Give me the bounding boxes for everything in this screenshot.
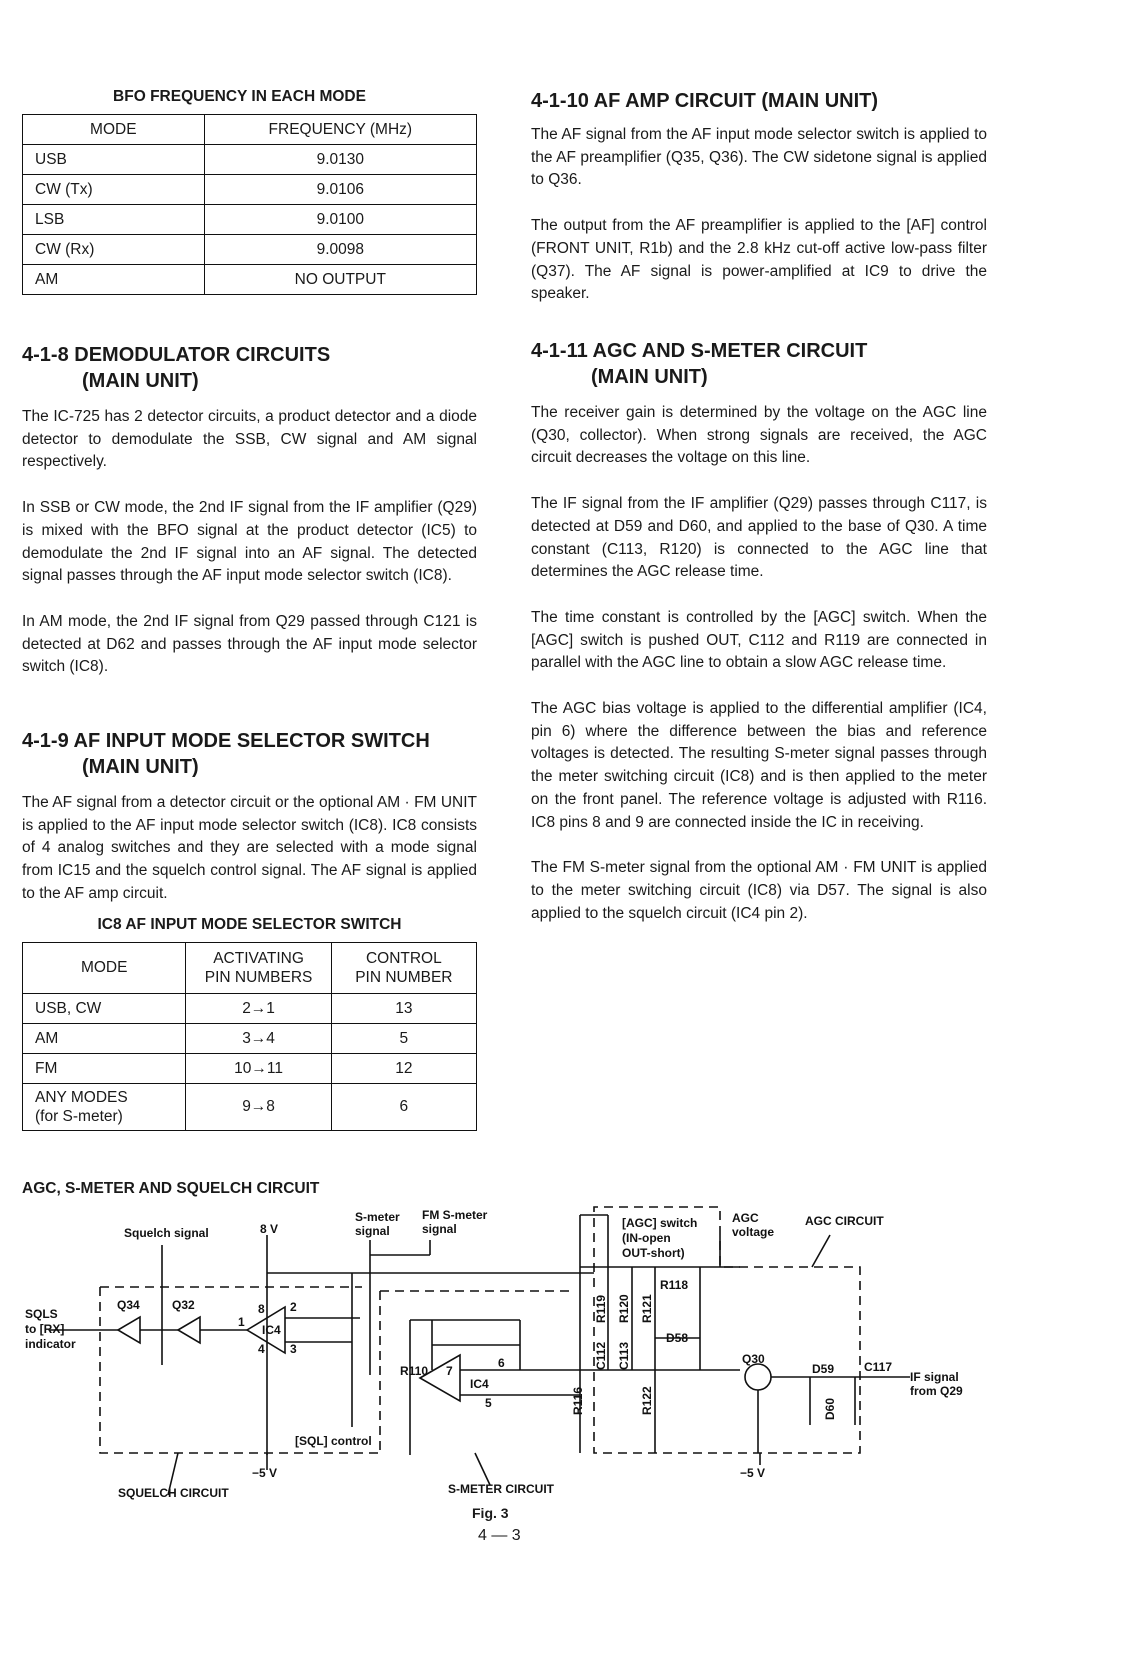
label-c117: C117 [864, 1360, 893, 1374]
cell: 2→1 [186, 993, 331, 1023]
cell: 6 [331, 1083, 476, 1130]
table-row [23, 993, 477, 1023]
label-if-signal: from Q29 [910, 1384, 963, 1398]
bfo-header-mode: MODE [23, 115, 205, 145]
figure-title: AGC, S-METER AND SQUELCH CIRCUIT [22, 1180, 320, 1197]
label-sqls: indicator [25, 1337, 76, 1351]
label-d60: D60 [823, 1397, 837, 1420]
cell: USB, CW [23, 993, 186, 1023]
pin-label: 5 [485, 1396, 492, 1410]
table-row [23, 1053, 477, 1083]
paragraph: The output from the AF preamplifier is applied to the [AF] control (FRONT UNIT, R1b) and the 2.8 kHz cut-off active low-pass filter (Q37). The AF signal is power-amplified at IC9 to drive the speaker. [531, 217, 987, 303]
label-squelch-circuit: SQUELCH CIRCUIT [118, 1486, 229, 1500]
section-4-1-10 [531, 88, 987, 306]
section-heading: 4-1-10 AF AMP CIRCUIT (MAIN UNIT) [531, 90, 879, 112]
cell: CW (Rx) [23, 235, 205, 265]
label-sqls: SQLS [25, 1307, 58, 1321]
pin-label: 4 [258, 1342, 265, 1356]
cell: 13 [331, 993, 476, 1023]
paragraph: The receiver gain is determined by the voltage on the AGC line (Q30, collector). When strong signals are received, the AGC circuit decreases the voltage on this line. [531, 404, 987, 467]
pin-label: 6 [498, 1356, 505, 1370]
cell: LSB [23, 205, 205, 235]
table-row [23, 1023, 477, 1053]
table-row [23, 235, 477, 265]
ic8-header-control [331, 942, 476, 993]
paragraph: The time constant is controlled by the [AGC] switch. When the [AGC] switch is pushed OUT, C112 and R119 are connected in parallel with the AGC line to obtain a slow AGC release time. [531, 608, 987, 672]
label-d59: D59 [812, 1362, 835, 1376]
cell-line: ANY MODES [35, 1088, 128, 1106]
table-row [23, 205, 477, 235]
ic8-table-caption: IC8 AF INPUT MODE SELECTOR SWITCH [97, 915, 402, 933]
page-number: 4 — 3 [478, 1527, 521, 1544]
ic8-header-activating [186, 942, 331, 993]
cell: NO OUTPUT [204, 265, 476, 295]
paragraph: The AGC bias voltage is applied to the differential amplifier (IC4, pin 6) where the difference between the bias and reference voltages is detected. The resulting S-meter signal passes through the meter switching circuit (IC8) and is then applied to the meter on the front panel. The reference voltage is adjusted with R116. IC8 pins 8 and 9 are connected inside the IC in receiving. [531, 700, 987, 831]
heading-subtitle: (MAIN UNIT) [82, 370, 199, 392]
cell-line: (for S-meter) [35, 1107, 123, 1125]
paragraph: In AM mode, the 2nd IF signal from Q29 passed through C121 is detected at D62 and passes through the AF input mode selector switch (IC8). [22, 612, 477, 676]
label-minus-5v: −5 V [740, 1466, 766, 1480]
heading-title: 4-1-8 DEMODULATOR CIRCUITS [22, 344, 331, 366]
cell: FM [23, 1053, 186, 1083]
label-q30: Q30 [742, 1352, 765, 1366]
heading-subtitle: (MAIN UNIT) [82, 756, 199, 778]
section-heading [22, 728, 477, 780]
label-minus-5v: −5 V [252, 1466, 278, 1480]
label-fm-smeter: FM S-meter [422, 1208, 488, 1222]
cell [23, 1083, 186, 1130]
header-line: PIN NUMBER [355, 968, 453, 986]
cell: AM [23, 1023, 186, 1053]
section-heading [531, 338, 987, 390]
label-d58: D58 [666, 1331, 689, 1345]
label-agc-switch: OUT-short) [622, 1246, 685, 1260]
label-ic4: IC4 [262, 1323, 281, 1337]
section-heading [22, 342, 477, 394]
heading-subtitle: (MAIN UNIT) [591, 366, 708, 388]
cell: USB [23, 145, 205, 175]
ic8-table [22, 942, 477, 1131]
header-line: CONTROL [365, 949, 442, 967]
header-line: PIN NUMBERS [204, 968, 313, 986]
pin-label: 3 [290, 1342, 297, 1356]
label-c113: C113 [617, 1341, 631, 1370]
label-r116: R116 [571, 1386, 585, 1415]
label-8v: 8 V [260, 1222, 279, 1236]
paragraph: The FM S-meter signal from the optional AM · FM UNIT is applied to the meter switching circuit (IC8) via D57. The signal is also applied to the squelch circuit (IC4 pin 2). [531, 859, 987, 922]
figure-caption: Fig. 3 [472, 1505, 509, 1521]
cell: 9.0098 [204, 235, 476, 265]
label-if-signal: IF signal [910, 1370, 959, 1384]
pin-label: 8 [258, 1302, 265, 1316]
label-smeter: S-meter [355, 1210, 400, 1224]
paragraph: The IF signal from the IF amplifier (Q29) passes through C117, is detected at D59 and D60, and applied to the base of Q30. A time constant (C113, R120) is connected to the AGC line that determines the AGC release time. [531, 495, 987, 581]
label-agc-voltage: AGC [732, 1211, 759, 1225]
ic8-header-mode: MODE [23, 942, 186, 993]
label-smeter: signal [355, 1224, 390, 1238]
pin-label: 7 [446, 1364, 453, 1378]
label-r122: R122 [640, 1386, 654, 1415]
heading-title: 4-1-11 AGC AND S-METER CIRCUIT [531, 340, 868, 362]
label-agc-voltage: voltage [732, 1225, 775, 1239]
section-4-1-8 [22, 342, 477, 679]
cell: AM [23, 265, 205, 295]
bfo-table [22, 114, 477, 295]
bfo-header-frequency: FREQUENCY (MHz) [204, 115, 476, 145]
table-row [23, 265, 477, 295]
cell: 9→8 [186, 1083, 331, 1130]
paragraph: The AF signal from a detector circuit or the optional AM · FM UNIT is applied to the AF input mode selector switch (IC8). IC8 consists of 4 analog switches and they are selected with a mode signal from IC15 and the squelch control signal. The AF signal is applied to the AF amp circuit. [22, 794, 477, 902]
label-agc-switch: [AGC] switch [622, 1216, 698, 1230]
cell: 9.0106 [204, 175, 476, 205]
paragraph: The AF signal from the AF input mode selector switch is applied to the AF preamplifier (Q35, Q36). The CW sidetone signal is applied to Q36. [531, 126, 987, 189]
heading-title: 4-1-9 AF INPUT MODE SELECTOR SWITCH [22, 730, 430, 752]
bfo-table-caption: BFO FREQUENCY IN EACH MODE [113, 88, 366, 105]
label-sqls: to [RX] [25, 1322, 65, 1336]
label-sql-control: [SQL] control [295, 1434, 372, 1448]
header-line: ACTIVATING [213, 949, 304, 967]
paragraph: In SSB or CW mode, the 2nd IF signal from the IF amplifier (Q29) is mixed with the BFO signal at the product detector (IC5) to demodulate the 2nd IF signal into an AF signal. The detected signal passes through the AF input mode selector switch (IC8). [22, 499, 477, 585]
table-row [23, 175, 477, 205]
cell: CW (Tx) [23, 175, 205, 205]
label-fm-smeter: signal [422, 1222, 457, 1236]
label-r120: R120 [617, 1294, 631, 1323]
bfo-table-section [22, 88, 477, 295]
label-ic4: IC4 [470, 1377, 489, 1391]
cell: 12 [331, 1053, 476, 1083]
table-row [23, 1083, 477, 1130]
label-q34: Q34 [117, 1298, 140, 1312]
table-row [23, 145, 477, 175]
cell: 9.0100 [204, 205, 476, 235]
label-agc-switch: (IN-open [622, 1231, 671, 1245]
cell: 3→4 [186, 1023, 331, 1053]
label-r119: R119 [594, 1294, 608, 1323]
label-r110: R110 [400, 1364, 429, 1378]
label-squelch-signal: Squelch signal [124, 1226, 209, 1240]
pin-label: 1 [238, 1315, 245, 1329]
label-q32: Q32 [172, 1298, 195, 1312]
cell: 10→11 [186, 1053, 331, 1083]
section-4-1-9 [22, 728, 477, 1131]
label-r121: R121 [640, 1294, 654, 1323]
label-c112: C112 [594, 1341, 608, 1370]
cell: 9.0130 [204, 145, 476, 175]
section-4-1-11 [531, 338, 987, 925]
cell: 5 [331, 1023, 476, 1053]
label-r118: R118 [660, 1278, 689, 1292]
label-smeter-circuit: S-METER CIRCUIT [448, 1482, 554, 1496]
agc-smeter-squelch-schematic [0, 1195, 1138, 1515]
label-agc-circuit: AGC CIRCUIT [805, 1214, 884, 1228]
paragraph: The IC-725 has 2 detector circuits, a product detector and a diode detector to demodulate the SSB, CW signal and AM signal respectively. [22, 408, 477, 471]
pin-label: 2 [290, 1300, 297, 1314]
